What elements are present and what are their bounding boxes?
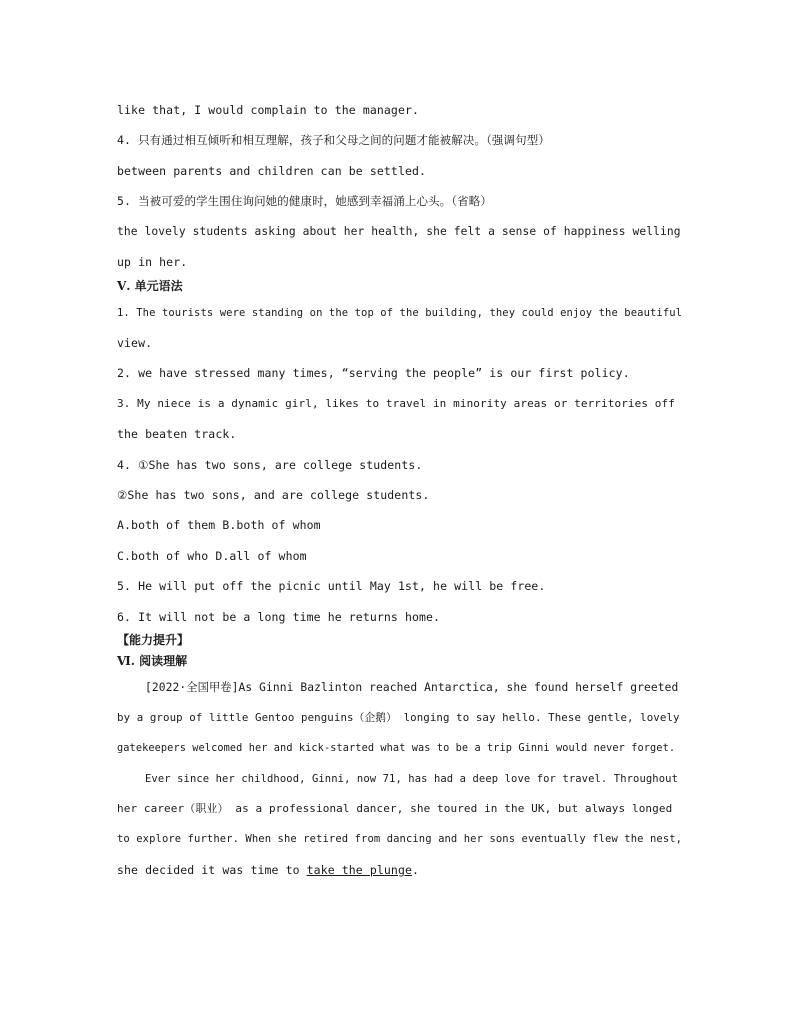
text-line: 3. My niece is a dynamic girl, likes to travel in minority areas or territories off — [117, 397, 675, 410]
text-line: Ever since her childhood, Ginni, now 71, has had a deep love for travel. Throughout — [145, 773, 678, 785]
text-line: to explore further. When she retired from dancing and her sons eventually flew the nest, — [117, 833, 683, 845]
text-line: 5. 当被可爱的学生围住询问她的健康时，她感到幸福涌上心头。（省略） — [117, 194, 492, 208]
text-line: A.both of them B.both of whom — [117, 518, 321, 532]
text-line: 4. 只有通过相互倾听和相互理解，孩子和父母之间的问题才能被解决。（强调句型） — [117, 133, 550, 147]
text-line: ②She has two sons, and are college students. — [117, 488, 430, 502]
text-line: view. — [117, 336, 153, 350]
text-line: between parents and children can be settled. — [117, 164, 427, 178]
section-heading: Ⅵ. 阅读理解 — [117, 654, 188, 668]
text-line: gatekeepers welcomed her and kick-started what was to be a trip Ginni would never forget. — [117, 742, 676, 754]
text-line: by a group of little Gentoo penguins（企鹅） longing to say hello. These gentle, lovely — [117, 711, 680, 724]
text-line: the lovely students asking about her health, she felt a sense of happiness welling — [117, 225, 681, 238]
section-heading: 【能力提升】 — [117, 633, 190, 647]
underlined-phrase: take the plunge — [306, 863, 412, 877]
text-line: [2022·全国甲卷]As Ginni Bazlinton reached Antarctica, she found herself greeted — [145, 681, 679, 694]
text-line: up in her. — [117, 255, 188, 269]
text-segment: she decided it was time to — [117, 863, 307, 877]
text-line: 4. ①She has two sons, are college students. — [117, 458, 423, 472]
text-line: her career（职业） as a professional dancer, she toured in the UK, but always longed — [117, 802, 673, 815]
text-line: like that, I would complain to the manager. — [117, 103, 420, 117]
text-line: 6. It will not be a long time he returns home. — [117, 610, 441, 624]
text-line: 1. The tourists were standing on the top of the building, they could enjoy the beautiful — [117, 307, 683, 319]
text-segment: . — [412, 863, 420, 877]
text-line — [117, 862, 682, 878]
text-line: C.both of who D.all of whom — [117, 549, 307, 563]
text-line: 2. we have stressed many times, “serving the people” is our first policy. — [117, 366, 630, 380]
text-line: the beaten track. — [117, 427, 237, 441]
section-heading: Ⅴ. 单元语法 — [117, 279, 183, 293]
text-line: 5. He will put off the picnic until May 1st, he will be free. — [117, 579, 546, 593]
